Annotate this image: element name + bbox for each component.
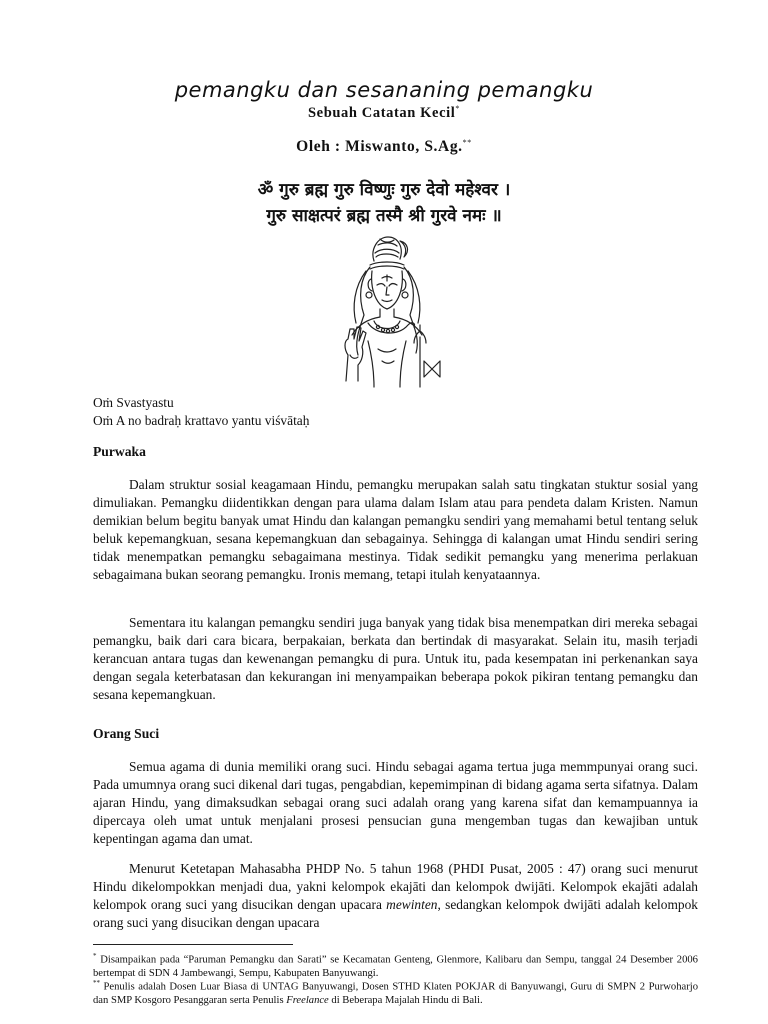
footnote-2-italic: Freelance: [286, 995, 329, 1007]
mantra-line-1: ॐ गुरु ब्रह्म गुरु विष्णुः गुरु देवो महेश्वर ।: [257, 180, 511, 200]
paragraph-purwaka-2: Sementara itu kalangan pemangku sendiri juga banyak yang tidak bisa menempatkan diri mereka sebagai pemangku, baik dari cara bicara, berpakaian, berkata dan bertindak di masyarakat. Selain itu, masih terjadi kerancuan antara tugas dan kewenangan pemangku di pura. Untuk itu, pada kesempatan ini perkenankan saya dengan segala keterbatasan dan kekurangan ini menyampaikan beberapa pokok pikiran tentang pemangku dan sesana kepemangkuan.: [93, 615, 698, 703]
greeting-line-1: Oṁ Svastyastu: [93, 395, 174, 410]
greeting-line-2: Oṁ A no badraḥ krattavo yantu viśvātaḥ: [93, 413, 310, 429]
document-title: pemangku dan sesananing pemangku: [174, 78, 594, 102]
footnote-1-text: Disampaikan pada “Paruman Pemangku dan Sarati” se Kecamatan Genteng, Glenmore, Kalibaru dan Sempu, tanggal 24 Desember 2006 bertempat di SDN 4 Jambewangi, Sempu, Kabupaten Banyuwangi.: [93, 954, 698, 980]
author-footnote-mark: **: [462, 138, 472, 147]
footnote-1-mark: *: [93, 952, 97, 960]
section-heading-orang-suci: Orang Suci: [93, 726, 160, 741]
shiva-drawing-icon: [324, 231, 448, 389]
mantra-line-2: गुरु साक्षत्परं ब्रह्म तस्मै श्री गुरवे नमः ॥: [266, 206, 502, 226]
paragraph-orang-suci-2: [93, 860, 698, 932]
paragraph-text: Menurut Ketetapan Mahasabha PHDP No. 5 tahun 1968 (PHDI Pusat, 2005 : 47) orang suci menurut Hindu dikelompokkan menjadi dua, yakni kelompok ekajāti dan kelompok dwijāti. Kelompok ekajāti adalah kelompok orang suci yang disucikan dengan upacara: [93, 861, 698, 913]
footnote-2-text-continued: di Beberapa Majalah Hindu di Bali.: [328, 995, 483, 1007]
document-subtitle: [0, 104, 768, 122]
italic-term: mewinten: [386, 897, 438, 913]
paragraph-text-continued: , sedangkan kelompok dwijāti adalah kelompok orang suci yang disucikan dengan upacara: [93, 897, 698, 931]
footnote-2: [93, 977, 698, 1008]
footnote-divider: [93, 944, 293, 945]
author-text: Oleh : Miswanto, S.Ag.: [296, 138, 463, 156]
subtitle-text: Sebuah Catatan Kecil: [308, 104, 456, 121]
paragraph-orang-suci-1: Semua agama di dunia memiliki orang suci. Hindu sebagai agama tertua juga memmpunyai orang suci. Pada umumnya orang suci dikenal dari tugas, pengabdian, kepemimpinan di bidang agama serta sifatnya. Dalam ajaran Hindu, yang dimaksudkan sebagai orang suci adalah orang yang karena sifat dan kemampuannya ia dipercaya oleh umat untuk menjalani prosesi pensucian guna mengemban tugas dan kewajiban untuk kepentingan agama dan umat.: [93, 759, 698, 847]
section-heading-purwaka: Purwaka: [93, 444, 146, 459]
footnote-2-text: Penulis adalah Dosen Luar Biasa di UNTAG Banyuwangi, Dosen STHD Klaten POKJAR di Banyuwangi, Guru di SMPN 2 Purwoharjo dan SMP Kosgoro Pesanggaran serta Penulis: [93, 981, 698, 1007]
paragraph-purwaka-1: Dalam struktur sosial keagamaan Hindu, pemangku merupakan salah satu tingkatan stuktur sosial yang dimuliakan. Pemangku diidentikkan dengan para ulama dalam Islam atau para pendeta dalam Kristen. Namun demikian belum begitu banyak umat Hindu dan kalangan pemangku sendiri yang memahami betul tentang seluk beluk kepemangkuan, sesana kepemangkuan dan sebagainya. Sehingga di kalangan umat Hindu sendiri sering tidak menempatkan pemangku sebagaimana mestinya. Tidak sedikit pemangku yang menerima perlakuan sebagaimana bukan seorang pemangku. Ironis memang, tetapi itulah kenyataannya.: [93, 477, 698, 583]
author-line: [0, 138, 768, 156]
footnote-2-mark: **: [93, 979, 100, 987]
subtitle-footnote-mark: *: [455, 104, 460, 113]
greeting-block: [93, 394, 698, 431]
